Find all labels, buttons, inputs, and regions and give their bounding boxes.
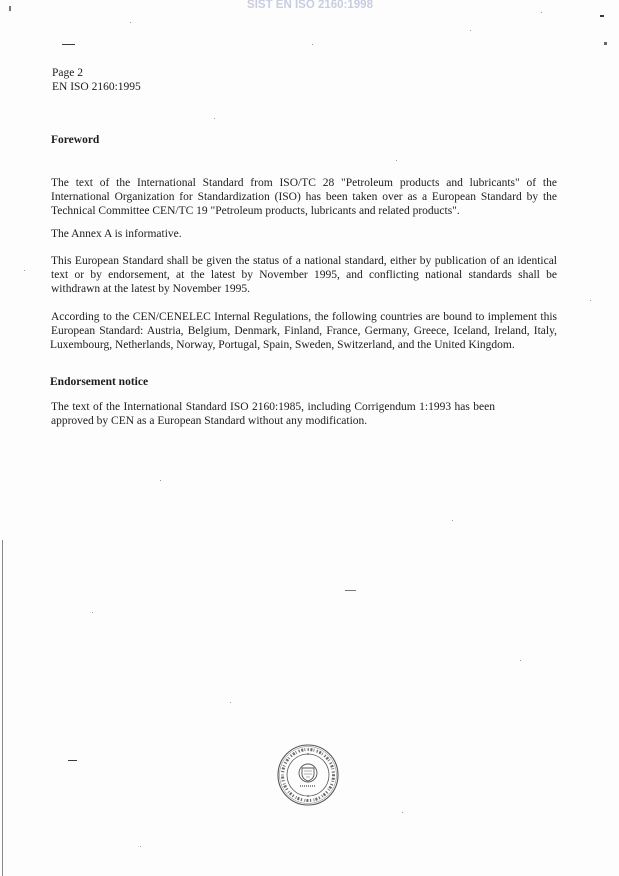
foreword-heading: Foreword [51, 134, 100, 146]
paragraph-line: This European Standard shall be given the status of a national standard, either by publication of an identical [51, 255, 557, 267]
scan-speck [312, 44, 313, 45]
scan-speck [160, 480, 161, 481]
paragraph-line: approved by CEN as a European Standard without any modification. [51, 415, 368, 427]
scan-mark [62, 44, 75, 45]
scan-mark [68, 760, 77, 761]
paragraph-line: withdrawn at the latest by November 1995. [51, 283, 250, 295]
paragraph-line: According to the CEN/CENELEC Internal Regulations, the following countries are bound to implement this [51, 311, 557, 323]
paragraph-line: The Annex A is informative. [51, 228, 182, 240]
official-seal-icon [276, 743, 340, 807]
scan-speck [470, 30, 471, 31]
scan-mark [600, 15, 604, 17]
scan-speck [130, 22, 131, 23]
seal-emblem-shield [302, 768, 314, 781]
seal-star [307, 753, 309, 755]
paragraph-line: Technical Committee CEN/TC 19 "Petroleum products, lubricants and related products". [51, 205, 460, 217]
scan-edge-line [2, 540, 3, 876]
scan-speck [140, 846, 141, 847]
scan-speck [520, 660, 521, 661]
seal-lettering [283, 750, 334, 801]
scan-speck [541, 12, 542, 13]
watermark-header: SIST EN ISO 2160:1998 [247, 0, 373, 11]
scan-speck [402, 812, 403, 813]
paragraph-line: European Standard: Austria, Belgium, Denmark, Finland, France, Germany, Greece, Iceland, Ireland, Italy, [51, 325, 557, 337]
paragraph-line: International Organization for Standardization (ISO) has been taken over as a European Standard by the [51, 191, 557, 203]
page-number: Page 2 [52, 67, 83, 79]
scan-speck [214, 118, 215, 119]
scan-speck [24, 270, 25, 271]
seal-outer-ring-inner [280, 747, 337, 804]
scan-speck [590, 300, 591, 301]
seal-inner-ring [287, 754, 329, 796]
seal-emblem-detail [304, 771, 312, 777]
paragraph-line: text or by endorsement, at the latest by November 1995, and conflicting national standards shall be [51, 269, 557, 281]
scan-mark [345, 590, 356, 591]
scan-speck [452, 520, 453, 521]
seal-graphic [276, 743, 340, 807]
paragraph-line: Luxembourg, Netherlands, Norway, Portugal, Spain, Sweden, Switzerland, and the United Kingdom. [50, 339, 515, 351]
scan-speck [230, 702, 231, 703]
seal-star [307, 795, 309, 797]
scan-speck [92, 612, 93, 613]
scan-mark [9, 6, 11, 11]
document-id: EN ISO 2160:1995 [52, 81, 141, 93]
scan-speck [396, 160, 397, 161]
paragraph-line: The text of the International Standard from ISO/TC 28 "Petroleum products and lubricants" of the [51, 177, 557, 189]
scan-mark [604, 42, 607, 45]
paragraph-line: The text of the International Standard ISO 2160:1985, including Corrigendum 1:1993 has been [51, 401, 495, 413]
endorsement-heading: Endorsement notice [50, 376, 149, 388]
